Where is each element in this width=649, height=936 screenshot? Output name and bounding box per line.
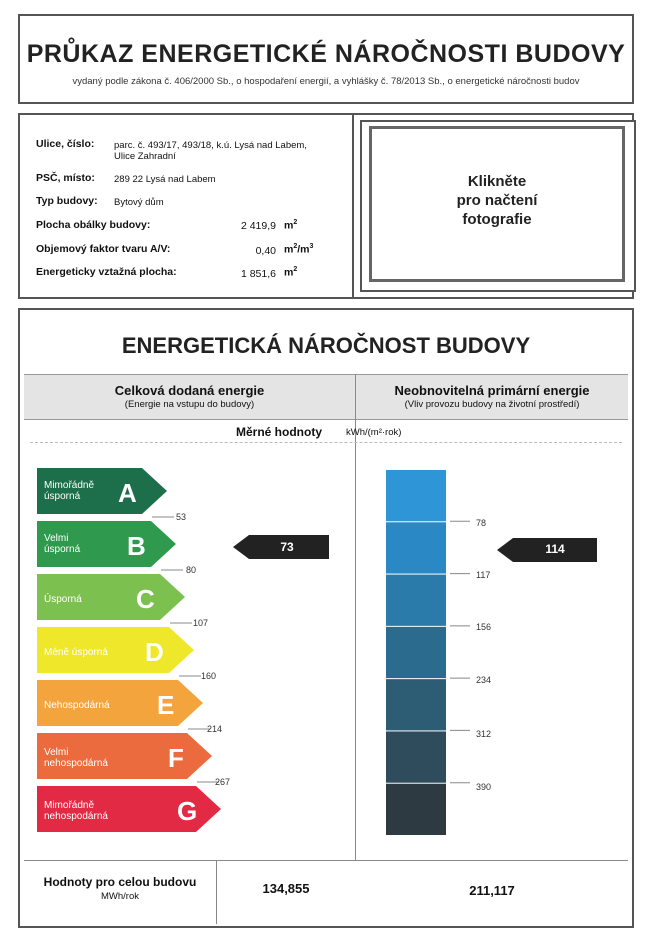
- page-subtitle: vydaný podle zákona č. 406/2000 Sb., o hospodaření energií, a vyhlášky č. 78/2013 Sb., o energetické náročnosti budov: [72, 76, 580, 87]
- left-indicator-value: 73: [280, 540, 294, 554]
- right-tick-156: 156: [476, 622, 492, 632]
- right-bar-segment: [386, 575, 446, 626]
- left-tick-53: 53: [176, 512, 187, 522]
- energy-title: ENERGETICKÁ NÁROČNOST BUDOVY: [121, 333, 531, 358]
- left-column-subheading: (Energie na vstupu do budovy): [124, 399, 255, 410]
- envelope-value: 2 419,9: [240, 220, 276, 232]
- right-bar-segment: [386, 627, 446, 678]
- photo-text-line3: fotografie: [462, 211, 532, 228]
- class-a-letter: A: [118, 478, 137, 508]
- class-f-letter: F: [168, 743, 184, 773]
- right-column-heading: Neobnovitelná primární energie: [394, 383, 590, 398]
- left-tick-214: 214: [207, 724, 223, 734]
- class-f-label: Velmi nehospodárná: [44, 747, 108, 769]
- class-d-label: Méně úsporná: [44, 647, 108, 658]
- envelope-label: Plocha obálky budovy:: [36, 219, 151, 231]
- right-bar-segment: [386, 784, 446, 835]
- right-bar-segment: [386, 470, 446, 521]
- totals-row-border: [24, 860, 628, 861]
- zip-value: 289 22 Lysá nad Labem: [114, 174, 216, 185]
- zip-label: PSČ, místo:: [36, 172, 95, 184]
- totals-unit: MWh/rok: [101, 891, 139, 902]
- right-tick-312: 312: [476, 729, 492, 739]
- area-value: 1 851,6: [240, 268, 276, 280]
- area-label: Energeticky vztažná plocha:: [36, 266, 177, 278]
- class-g-letter: G: [177, 796, 198, 826]
- type-value: Bytový dům: [114, 197, 164, 208]
- specific-label: Měrné hodnoty: [236, 425, 322, 439]
- left-tick-267: 267: [215, 777, 231, 787]
- street-value-2: Ulice Zahradní: [114, 151, 176, 162]
- page-title: PRŮKAZ ENERGETICKÉ NÁROČNOSTI BUDOVY: [26, 40, 626, 68]
- class-a-label: Mimořádně úsporná: [44, 480, 95, 502]
- right-tick-234: 234: [476, 675, 492, 685]
- totals-label: Hodnoty pro celou budovu: [43, 875, 197, 889]
- totals-left-value: 134,855: [262, 881, 310, 896]
- street-value-1: parc. č. 493/17, 493/18, k.ú. Lysá nad Labem,: [114, 140, 307, 151]
- class-c-letter: C: [136, 584, 155, 614]
- street-label: Ulice, číslo:: [36, 138, 95, 150]
- class-e-letter: E: [157, 690, 175, 720]
- right-tick-390: 390: [476, 782, 492, 792]
- shape-label: Objemový faktor tvaru A/V:: [36, 243, 171, 255]
- shape-value: 0,40: [255, 245, 276, 257]
- envelope-unit: $m^2$: [284, 219, 298, 232]
- type-label: Typ budovy:: [36, 195, 98, 207]
- specific-unit: kWh/(m²·rok): [346, 427, 402, 438]
- photo-text-line1: Klikněte: [467, 173, 527, 190]
- right-tick-78: 78: [476, 518, 487, 528]
- left-column-heading: Celková dodaná energie: [114, 383, 265, 398]
- left-tick-107: 107: [193, 618, 209, 628]
- totals-right-value: 211,117: [469, 883, 515, 898]
- class-c-label: Úsporná: [44, 594, 82, 605]
- class-d-letter: D: [145, 637, 164, 667]
- photo-text-line2: pro načtení: [456, 192, 538, 209]
- class-e-label: Nehospodárná: [44, 700, 110, 711]
- class-g-label: Mimořádně nehospodárná: [44, 800, 108, 822]
- right-indicator-value: 114: [545, 542, 565, 556]
- shape-unit: $m^2/m^3$: [284, 243, 314, 256]
- left-tick-80: 80: [186, 565, 197, 575]
- right-column-subheading: (Vliv provozu budovy na životní prostředí): [404, 399, 580, 410]
- right-bar-segment: [386, 731, 446, 782]
- right-tick-117: 117: [476, 570, 491, 580]
- left-tick-160: 160: [201, 671, 217, 681]
- right-bar-segment: [386, 679, 446, 730]
- class-b-letter: B: [127, 531, 146, 561]
- right-bar-segment: [386, 522, 446, 573]
- class-b-label: Velmi úsporná: [44, 533, 81, 555]
- area-unit: $m^2$: [284, 266, 298, 279]
